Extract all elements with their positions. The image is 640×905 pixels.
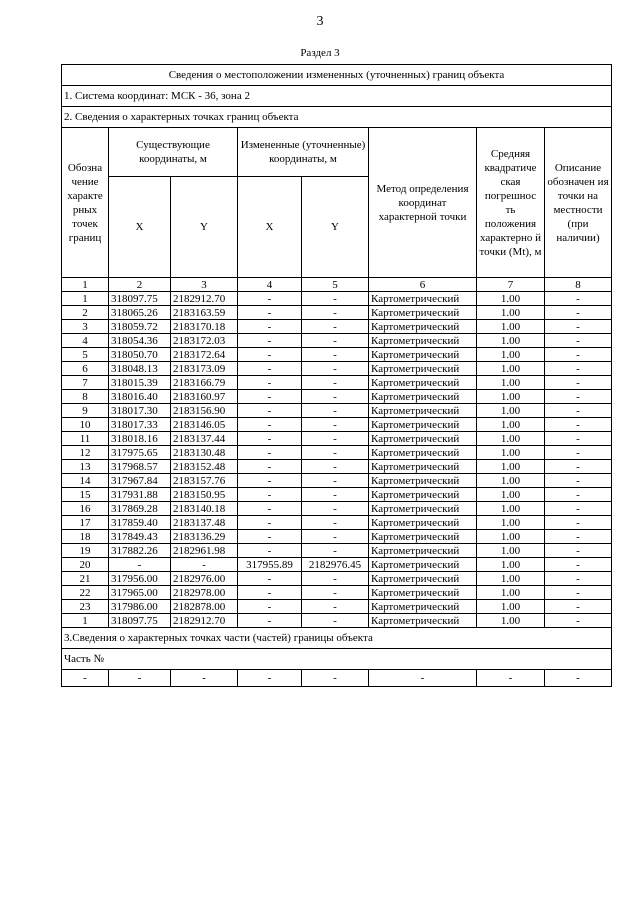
header-changed-y: Y <box>302 177 369 278</box>
coord-system: 1. Система координат: МСК - 36, зона 2 <box>62 86 612 107</box>
table-row <box>62 320 612 334</box>
description-cell: - <box>545 530 612 544</box>
changed-x-cell: - <box>238 544 302 558</box>
method-cell: Картометрический <box>369 432 477 446</box>
description-cell: - <box>545 600 612 614</box>
changed-y-cell: - <box>302 348 369 362</box>
existing-x-cell: 318065.26 <box>109 306 171 320</box>
header-existing-coords: Существующие координаты, м <box>109 128 238 177</box>
column-number: 7 <box>477 278 545 292</box>
changed-y-cell: - <box>302 306 369 320</box>
accuracy-cell: 1.00 <box>477 306 545 320</box>
accuracy-cell: 1.00 <box>477 600 545 614</box>
description-cell: - <box>545 516 612 530</box>
accuracy-cell: 1.00 <box>477 432 545 446</box>
existing-x-cell: 317849.43 <box>109 530 171 544</box>
point-id-cell: 22 <box>62 586 109 600</box>
changed-y-cell: - <box>302 390 369 404</box>
accuracy-cell: 1.00 <box>477 418 545 432</box>
parts-title: 3.Сведения о характерных точках части (частей) границы объекта <box>62 628 612 649</box>
changed-x-cell: - <box>238 488 302 502</box>
existing-y-cell: 2182976.00 <box>171 572 238 586</box>
header-method: Метод определения координат характерной точки <box>369 128 477 278</box>
point-id-cell: 16 <box>62 502 109 516</box>
point-id-cell: 8 <box>62 390 109 404</box>
point-id-cell: 1 <box>62 614 109 628</box>
empty-cell: - <box>545 670 612 687</box>
point-id-cell: 14 <box>62 474 109 488</box>
method-cell: Картометрический <box>369 320 477 334</box>
empty-cell: - <box>477 670 545 687</box>
point-id-cell: 17 <box>62 516 109 530</box>
existing-x-cell: 318050.70 <box>109 348 171 362</box>
description-cell: - <box>545 334 612 348</box>
description-cell: - <box>545 418 612 432</box>
table-row <box>62 586 612 600</box>
description-cell: - <box>545 586 612 600</box>
column-number: 5 <box>302 278 369 292</box>
point-id-cell: 7 <box>62 376 109 390</box>
table-title: Сведения о местоположении измененных (уточненных) границ объекта <box>62 65 612 86</box>
method-cell: Картометрический <box>369 488 477 502</box>
point-id-cell: 18 <box>62 530 109 544</box>
existing-y-cell: 2182912.70 <box>171 292 238 306</box>
point-id-cell: 2 <box>62 306 109 320</box>
changed-y-cell: - <box>302 502 369 516</box>
existing-x-cell: 317931.88 <box>109 488 171 502</box>
table-row <box>62 474 612 488</box>
changed-x-cell: - <box>238 292 302 306</box>
existing-y-cell: 2182978.00 <box>171 586 238 600</box>
points-title: 2. Сведения о характерных точках границ объекта <box>62 107 612 128</box>
empty-cell: - <box>369 670 477 687</box>
accuracy-cell: 1.00 <box>477 334 545 348</box>
table-row <box>62 334 612 348</box>
description-cell: - <box>545 362 612 376</box>
existing-x-cell: 317967.84 <box>109 474 171 488</box>
changed-y-cell: - <box>302 292 369 306</box>
method-cell: Картометрический <box>369 600 477 614</box>
table-row <box>62 572 612 586</box>
table-row <box>62 558 612 572</box>
table-row <box>62 362 612 376</box>
header-point-designation: Обозна чение характе рных точек границ <box>62 128 109 278</box>
method-cell: Картометрический <box>369 390 477 404</box>
existing-y-cell: 2182912.70 <box>171 614 238 628</box>
existing-y-cell: 2183150.95 <box>171 488 238 502</box>
method-cell: Картометрический <box>369 572 477 586</box>
point-id-cell: 11 <box>62 432 109 446</box>
accuracy-cell: 1.00 <box>477 460 545 474</box>
boundary-points-table <box>61 64 612 687</box>
existing-x-cell: 318015.39 <box>109 376 171 390</box>
column-numbers-row <box>62 278 612 292</box>
accuracy-cell: 1.00 <box>477 390 545 404</box>
table-row <box>62 614 612 628</box>
description-cell: - <box>545 614 612 628</box>
existing-y-cell: 2183163.59 <box>171 306 238 320</box>
accuracy-cell: 1.00 <box>477 446 545 460</box>
table-row <box>62 348 612 362</box>
description-cell: - <box>545 544 612 558</box>
header-existing-y: Y <box>171 177 238 278</box>
point-id-cell: 4 <box>62 334 109 348</box>
point-id-cell: 20 <box>62 558 109 572</box>
method-cell: Картометрический <box>369 558 477 572</box>
accuracy-cell: 1.00 <box>477 474 545 488</box>
description-cell: - <box>545 376 612 390</box>
existing-y-cell: 2183157.76 <box>171 474 238 488</box>
accuracy-cell: 1.00 <box>477 488 545 502</box>
part-number: Часть № <box>62 649 612 670</box>
changed-x-cell: - <box>238 418 302 432</box>
existing-x-cell: 318017.30 <box>109 404 171 418</box>
method-cell: Картометрический <box>369 292 477 306</box>
description-cell: - <box>545 404 612 418</box>
point-id-cell: 3 <box>62 320 109 334</box>
changed-x-cell: - <box>238 376 302 390</box>
accuracy-cell: 1.00 <box>477 614 545 628</box>
empty-cell: - <box>109 670 171 687</box>
column-number: 1 <box>62 278 109 292</box>
empty-cell: - <box>171 670 238 687</box>
changed-y-cell: - <box>302 600 369 614</box>
changed-x-cell: - <box>238 446 302 460</box>
existing-y-cell: 2183172.64 <box>171 348 238 362</box>
changed-y-cell: - <box>302 446 369 460</box>
method-cell: Картометрический <box>369 544 477 558</box>
empty-cell: - <box>238 670 302 687</box>
existing-y-cell: 2182961.98 <box>171 544 238 558</box>
accuracy-cell: 1.00 <box>477 544 545 558</box>
existing-y-cell: 2183137.44 <box>171 432 238 446</box>
empty-part-row <box>62 670 612 687</box>
header-changed-coords: Измененные (уточненные) координаты, м <box>238 128 369 177</box>
changed-x-cell: - <box>238 348 302 362</box>
method-cell: Картометрический <box>369 586 477 600</box>
description-cell: - <box>545 558 612 572</box>
accuracy-cell: 1.00 <box>477 586 545 600</box>
existing-x-cell: 317965.00 <box>109 586 171 600</box>
changed-y-cell: - <box>302 614 369 628</box>
table-row <box>62 530 612 544</box>
description-cell: - <box>545 572 612 586</box>
changed-y-cell: - <box>302 404 369 418</box>
table-row <box>62 502 612 516</box>
existing-x-cell: 318097.75 <box>109 614 171 628</box>
table-row <box>62 600 612 614</box>
description-cell: - <box>545 488 612 502</box>
changed-y-cell: - <box>302 432 369 446</box>
table-row <box>62 516 612 530</box>
point-id-cell: 23 <box>62 600 109 614</box>
changed-x-cell: - <box>238 474 302 488</box>
column-number: 4 <box>238 278 302 292</box>
existing-y-cell: 2182878.00 <box>171 600 238 614</box>
existing-x-cell: 318016.40 <box>109 390 171 404</box>
header-accuracy: Средняя квадратиче ская погрешнос ть положения характерно й точки (Mt), м <box>477 128 545 278</box>
changed-x-cell: - <box>238 586 302 600</box>
existing-y-cell: 2183172.03 <box>171 334 238 348</box>
changed-x-cell: - <box>238 404 302 418</box>
changed-x-cell: - <box>238 516 302 530</box>
table-row <box>62 544 612 558</box>
existing-y-cell: 2183173.09 <box>171 362 238 376</box>
method-cell: Картометрический <box>369 502 477 516</box>
column-number: 8 <box>545 278 612 292</box>
existing-x-cell: 317882.26 <box>109 544 171 558</box>
accuracy-cell: 1.00 <box>477 292 545 306</box>
column-number: 2 <box>109 278 171 292</box>
method-cell: Картометрический <box>369 614 477 628</box>
changed-x-cell: - <box>238 530 302 544</box>
point-id-cell: 1 <box>62 292 109 306</box>
header-existing-x: X <box>109 177 171 278</box>
method-cell: Картометрический <box>369 306 477 320</box>
changed-x-cell: - <box>238 460 302 474</box>
table-row <box>62 460 612 474</box>
changed-y-cell: - <box>302 544 369 558</box>
existing-y-cell: 2183137.48 <box>171 516 238 530</box>
accuracy-cell: 1.00 <box>477 404 545 418</box>
point-id-cell: 15 <box>62 488 109 502</box>
accuracy-cell: 1.00 <box>477 362 545 376</box>
table-row <box>62 376 612 390</box>
changed-x-cell: - <box>238 600 302 614</box>
method-cell: Картометрический <box>369 418 477 432</box>
point-id-cell: 10 <box>62 418 109 432</box>
table-row <box>62 432 612 446</box>
header-changed-x: X <box>238 177 302 278</box>
accuracy-cell: 1.00 <box>477 516 545 530</box>
existing-y-cell: 2183140.18 <box>171 502 238 516</box>
method-cell: Картометрический <box>369 334 477 348</box>
existing-x-cell: 318018.16 <box>109 432 171 446</box>
accuracy-cell: 1.00 <box>477 348 545 362</box>
changed-y-cell: 2182976.45 <box>302 558 369 572</box>
table-row <box>62 306 612 320</box>
existing-x-cell: 317869.28 <box>109 502 171 516</box>
existing-x-cell: 318017.33 <box>109 418 171 432</box>
changed-y-cell: - <box>302 488 369 502</box>
method-cell: Картометрический <box>369 474 477 488</box>
point-id-cell: 6 <box>62 362 109 376</box>
method-cell: Картометрический <box>369 530 477 544</box>
table-row <box>62 292 612 306</box>
description-cell: - <box>545 348 612 362</box>
changed-y-cell: - <box>302 320 369 334</box>
existing-y-cell: 2183156.90 <box>171 404 238 418</box>
header-description: Описание обозначен ия точки на местности (при наличии) <box>545 128 612 278</box>
changed-x-cell: - <box>238 306 302 320</box>
changed-y-cell: - <box>302 460 369 474</box>
table-row <box>62 404 612 418</box>
changed-x-cell: - <box>238 502 302 516</box>
point-id-cell: 19 <box>62 544 109 558</box>
description-cell: - <box>545 292 612 306</box>
existing-y-cell: 2183130.48 <box>171 446 238 460</box>
changed-y-cell: - <box>302 474 369 488</box>
changed-y-cell: - <box>302 530 369 544</box>
method-cell: Картометрический <box>369 460 477 474</box>
existing-x-cell: 318059.72 <box>109 320 171 334</box>
existing-y-cell: 2183170.18 <box>171 320 238 334</box>
method-cell: Картометрический <box>369 362 477 376</box>
existing-y-cell: 2183152.48 <box>171 460 238 474</box>
method-cell: Картометрический <box>369 516 477 530</box>
point-id-cell: 13 <box>62 460 109 474</box>
existing-y-cell: 2183166.79 <box>171 376 238 390</box>
accuracy-cell: 1.00 <box>477 530 545 544</box>
empty-cell: - <box>62 670 109 687</box>
method-cell: Картометрический <box>369 376 477 390</box>
section-label: Раздел 3 <box>300 47 340 59</box>
existing-x-cell: 317968.57 <box>109 460 171 474</box>
point-id-cell: 12 <box>62 446 109 460</box>
accuracy-cell: 1.00 <box>477 320 545 334</box>
existing-x-cell: 317859.40 <box>109 516 171 530</box>
point-id-cell: 21 <box>62 572 109 586</box>
point-id-cell: 5 <box>62 348 109 362</box>
description-cell: - <box>545 474 612 488</box>
description-cell: - <box>545 446 612 460</box>
accuracy-cell: 1.00 <box>477 558 545 572</box>
changed-y-cell: - <box>302 572 369 586</box>
changed-x-cell: - <box>238 320 302 334</box>
changed-x-cell: - <box>238 614 302 628</box>
table-row <box>62 418 612 432</box>
existing-y-cell: - <box>171 558 238 572</box>
changed-x-cell: - <box>238 432 302 446</box>
table-row <box>62 446 612 460</box>
changed-y-cell: - <box>302 516 369 530</box>
existing-x-cell: 317986.00 <box>109 600 171 614</box>
changed-y-cell: - <box>302 362 369 376</box>
description-cell: - <box>545 460 612 474</box>
changed-y-cell: - <box>302 334 369 348</box>
changed-x-cell: 317955.89 <box>238 558 302 572</box>
page-number: 3 <box>316 14 324 29</box>
changed-y-cell: - <box>302 418 369 432</box>
existing-x-cell: 318054.36 <box>109 334 171 348</box>
changed-x-cell: - <box>238 390 302 404</box>
changed-x-cell: - <box>238 362 302 376</box>
existing-x-cell: 317956.00 <box>109 572 171 586</box>
existing-y-cell: 2183160.97 <box>171 390 238 404</box>
description-cell: - <box>545 320 612 334</box>
existing-y-cell: 2183136.29 <box>171 530 238 544</box>
existing-y-cell: 2183146.05 <box>171 418 238 432</box>
description-cell: - <box>545 390 612 404</box>
method-cell: Картометрический <box>369 404 477 418</box>
description-cell: - <box>545 432 612 446</box>
accuracy-cell: 1.00 <box>477 572 545 586</box>
table-row <box>62 390 612 404</box>
changed-y-cell: - <box>302 586 369 600</box>
column-number: 3 <box>171 278 238 292</box>
column-number: 6 <box>369 278 477 292</box>
existing-x-cell: - <box>109 558 171 572</box>
changed-x-cell: - <box>238 572 302 586</box>
existing-x-cell: 317975.65 <box>109 446 171 460</box>
method-cell: Картометрический <box>369 348 477 362</box>
table-row <box>62 488 612 502</box>
accuracy-cell: 1.00 <box>477 502 545 516</box>
accuracy-cell: 1.00 <box>477 376 545 390</box>
description-cell: - <box>545 306 612 320</box>
description-cell: - <box>545 502 612 516</box>
changed-y-cell: - <box>302 376 369 390</box>
existing-x-cell: 318048.13 <box>109 362 171 376</box>
empty-cell: - <box>302 670 369 687</box>
existing-x-cell: 318097.75 <box>109 292 171 306</box>
method-cell: Картометрический <box>369 446 477 460</box>
changed-x-cell: - <box>238 334 302 348</box>
point-id-cell: 9 <box>62 404 109 418</box>
